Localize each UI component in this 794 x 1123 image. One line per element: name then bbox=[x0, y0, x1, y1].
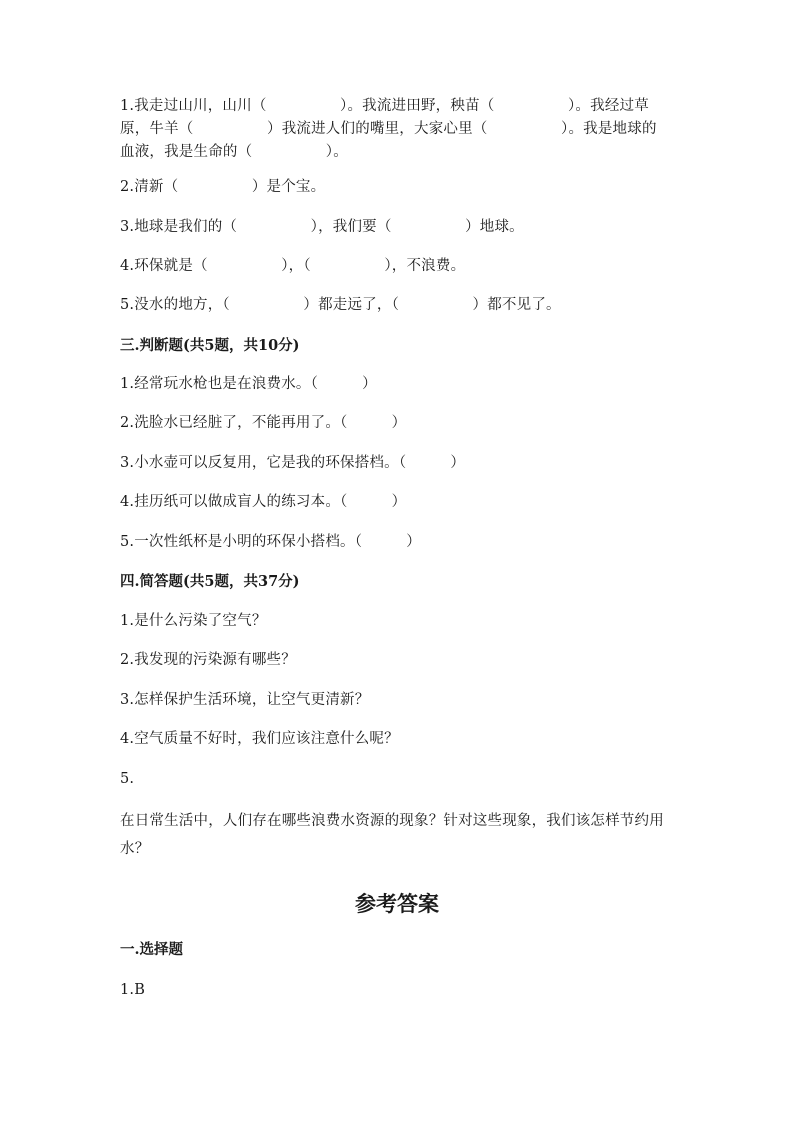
short-answer-question-2: 2.我发现的污染源有哪些？ bbox=[120, 652, 296, 668]
judge-question-1: 1.经常玩水枪也是在浪费水。（ ） bbox=[120, 376, 377, 392]
judge-question-3: 3.小水壶可以反复用，它是我的环保搭档。（ ） bbox=[120, 455, 466, 471]
short-answer-question-5-number: 5. bbox=[120, 771, 135, 787]
answer-key-title: 参考答案 bbox=[355, 891, 439, 916]
short-answer-question-1: 1.是什么污染了空气？ bbox=[120, 613, 267, 629]
judge-question-5: 5.一次性纸杯是小明的环保小搭档。（ ） bbox=[120, 534, 421, 550]
fill-blank-question-5: 5.没水的地方，（ ）都走远了，（ ）都不见了。 bbox=[120, 297, 561, 313]
section-heading-judgement: 三.判断题(共5题，共10分) bbox=[120, 337, 300, 354]
fill-blank-question-3: 3.地球是我们的（ ），我们要（ ）地球。 bbox=[120, 219, 524, 235]
judge-question-4: 4.挂历纸可以做成盲人的练习本。（ ） bbox=[120, 494, 407, 510]
section-heading-short-answer: 四.简答题(共5题，共37分) bbox=[120, 573, 300, 590]
judge-question-2: 2.洗脸水已经脏了，不能再用了。（ ） bbox=[120, 415, 407, 431]
short-answer-question-5-text: 在日常生活中，人们存在哪些浪费水资源的现象？针对这些现象，我们该怎样节约用水？ bbox=[120, 813, 664, 857]
fill-blank-question-4: 4.环保就是（ ），（ ），不浪费。 bbox=[120, 258, 466, 274]
answer-section-heading-choice: 一.选择题 bbox=[120, 941, 184, 958]
short-answer-question-4: 4.空气质量不好时，我们应该注意什么呢？ bbox=[120, 731, 399, 747]
fill-blank-question-1: 1.我走过山川，山川（ ）。我流进田野，秧苗（ ）。我经过草原，牛羊（ ）我流进人们的嘴里，大家心里（ ）。我是地球的血液，我是生命的（ ）。 bbox=[120, 98, 657, 160]
answer-item-1: 1.B bbox=[120, 982, 146, 998]
short-answer-question-3: 3.怎样保护生活环境，让空气更清新？ bbox=[120, 692, 370, 708]
fill-blank-question-2: 2.清新（ ）是个宝。 bbox=[120, 179, 326, 195]
